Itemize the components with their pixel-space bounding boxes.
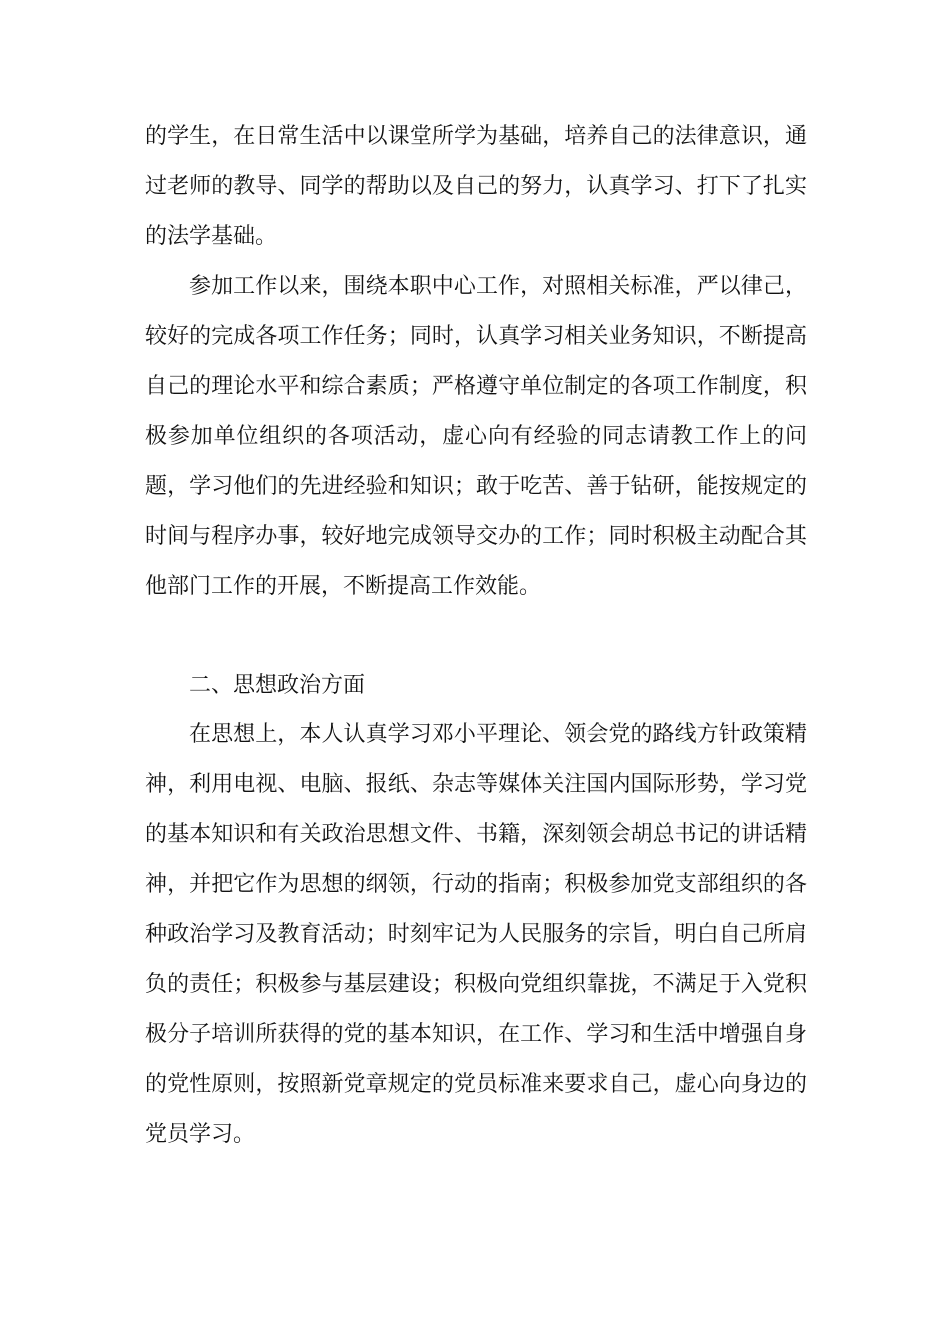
paragraph-line: 神，并把它作为思想的纲领，行动的指南；积极参加党支部组织的各 — [145, 872, 807, 897]
paragraph-line: 自己的理论水平和综合素质；严格遵守单位制定的各项工作制度，积 — [145, 374, 807, 399]
paragraph-line: 较好的完成各项工作任务；同时，认真学习相关业务知识，不断提高 — [145, 324, 807, 349]
paragraph-line: 神，利用电视、电脑、报纸、杂志等媒体关注国内国际形势，学习党 — [145, 772, 807, 797]
paragraph-line: 题，学习他们的先进经验和知识；敢于吃苦、善于钻研，能按规定的 — [145, 474, 807, 499]
paragraph-line: 他部门工作的开展，不断提高工作效能。 — [145, 574, 542, 599]
paragraph-line: 极参加单位组织的各项活动，虚心向有经验的同志请教工作上的问 — [145, 424, 807, 449]
paragraph-line: 过老师的教导、同学的帮助以及自己的努力，认真学习、打下了扎实 — [145, 174, 807, 199]
paragraph-line: 党员学习。 — [145, 1122, 256, 1147]
paragraph-line: 时间与程序办事，较好地完成领导交办的工作；同时积极主动配合其 — [145, 524, 807, 549]
paragraph-line: 参加工作以来，围绕本职中心工作，对照相关标准，严以律己， — [189, 274, 807, 299]
paragraph-line: 负的责任；积极参与基层建设；积极向党组织靠拢，不满足于入党积 — [145, 972, 807, 997]
section-heading: 二、思想政治方面 — [189, 673, 366, 698]
paragraph-line: 在思想上，本人认真学习邓小平理论、领会党的路线方针政策精 — [189, 722, 807, 747]
paragraph-line: 的党性原则，按照新党章规定的党员标准来要求自己，虚心向身边的 — [145, 1072, 807, 1097]
paragraph-line: 的学生，在日常生活中以课堂所学为基础，培养自己的法律意识，通 — [145, 124, 807, 149]
paragraph-line: 的基本知识和有关政治思想文件、书籍，深刻领会胡总书记的讲话精 — [145, 822, 807, 847]
paragraph-line: 极分子培训所获得的党的基本知识，在工作、学习和生活中增强自身 — [145, 1022, 807, 1047]
paragraph-line: 种政治学习及教育活动；时刻牢记为人民服务的宗旨，明白自己所肩 — [145, 922, 807, 947]
paragraph-line: 的法学基础。 — [145, 224, 278, 249]
